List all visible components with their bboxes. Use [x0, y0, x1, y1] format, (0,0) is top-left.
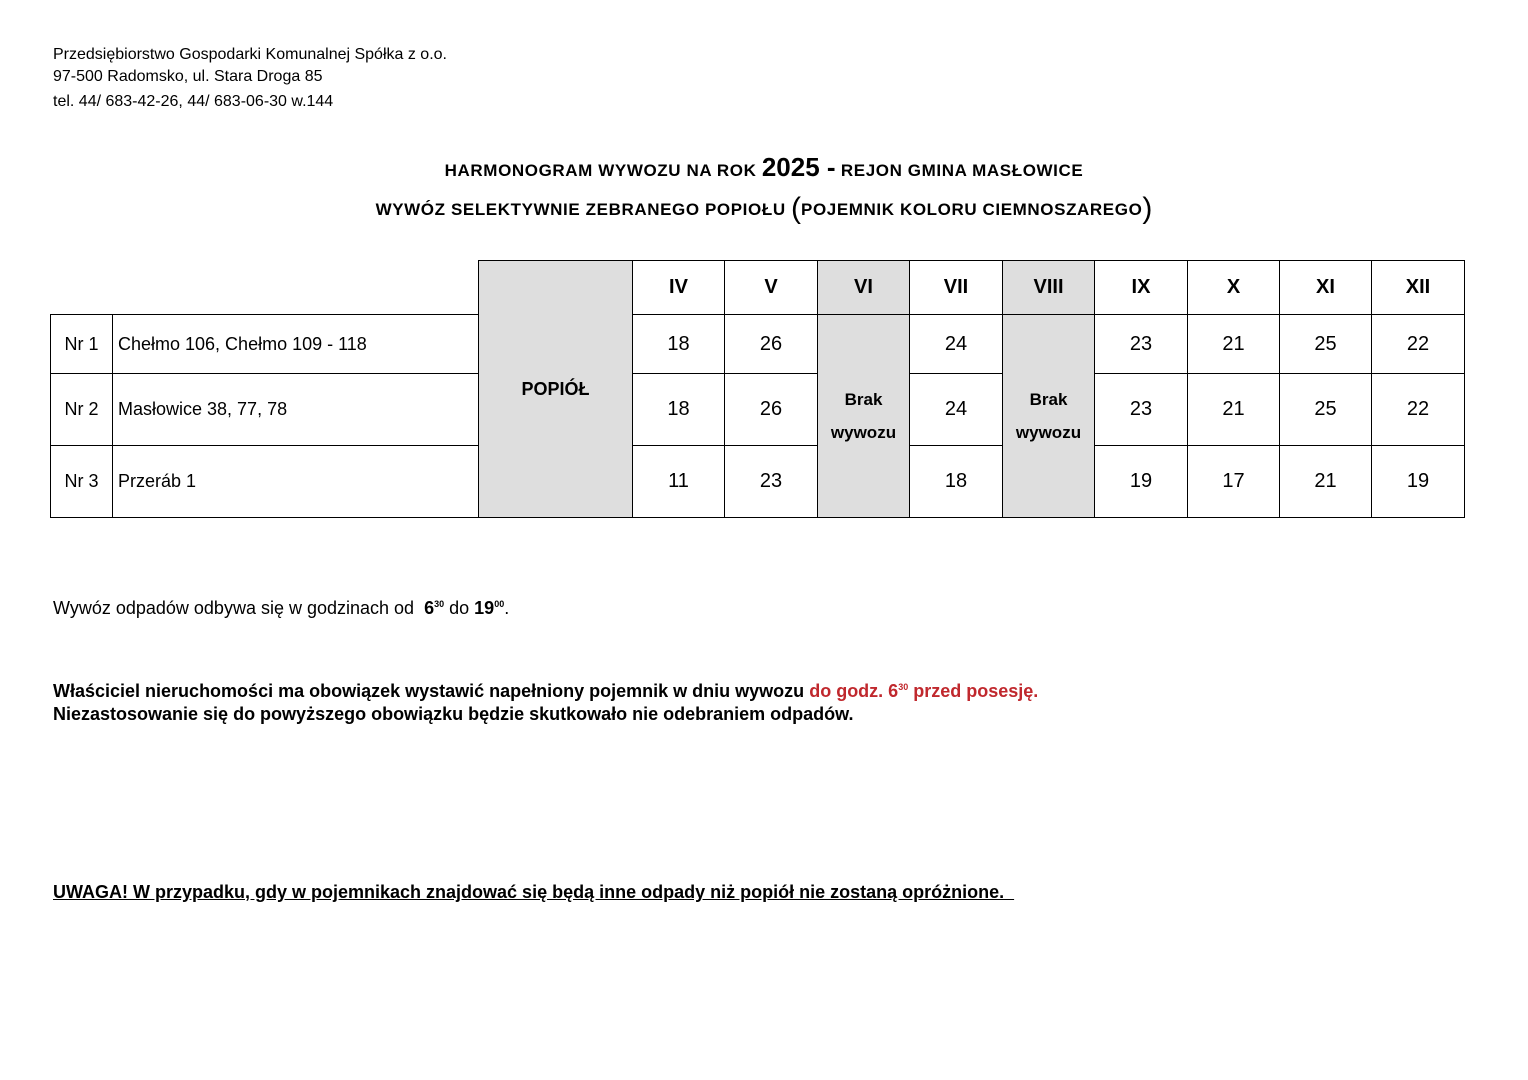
row-number: Nr 2	[51, 374, 113, 446]
title-year: 2025 -	[761, 152, 836, 182]
header-corner	[51, 261, 479, 315]
date-v: 26	[725, 374, 818, 446]
month-v: V	[725, 261, 818, 315]
date-vii: 24	[910, 374, 1003, 446]
month-viii: VIII	[1003, 261, 1095, 315]
date-v: 23	[725, 446, 818, 518]
company-name: Przedsiębiorstwo Gospodarki Komunalnej Spółka z o.o.	[53, 46, 447, 63]
no-collection-vi	[818, 315, 910, 518]
no-collection-line1: Brak	[844, 390, 883, 409]
month-xii: XII	[1372, 261, 1465, 315]
date-ix: 19	[1095, 446, 1188, 518]
table-row	[51, 446, 1465, 518]
date-xii: 22	[1372, 374, 1465, 446]
date-xi: 25	[1280, 374, 1372, 446]
row-number: Nr 1	[51, 315, 113, 374]
month-vi: VI	[818, 261, 910, 315]
company-address: 97-500 Radomsko, ul. Stara Droga 85	[53, 68, 323, 85]
month-vii: VII	[910, 261, 1003, 315]
date-xii: 22	[1372, 315, 1465, 374]
row-number: Nr 3	[51, 446, 113, 518]
no-collection-viii	[1003, 315, 1095, 518]
month-xi: XI	[1280, 261, 1372, 315]
subtitle-main: WYWÓZ SELEKTYWNIE ZEBRANEGO POPIOŁU	[375, 200, 786, 219]
date-ix: 23	[1095, 374, 1188, 446]
subtitle-paren-close: )	[1142, 192, 1153, 225]
date-xii: 19	[1372, 446, 1465, 518]
date-xi: 25	[1280, 315, 1372, 374]
title-prefix: HARMONOGRAM WYWOZU NA ROK	[444, 161, 757, 180]
hours-to-word: do	[449, 598, 470, 618]
notice-line1: Właściciel nieruchomości ma obowiązek wystawić napełniony pojemnik w dniu wywozu do godz. $6^{30}$ przed posesję.	[53, 681, 1039, 701]
date-x: 21	[1188, 315, 1280, 374]
table-row	[51, 374, 1465, 446]
date-x: 17	[1188, 446, 1280, 518]
owner-obligation-notice	[53, 676, 1038, 726]
date-xi: 21	[1280, 446, 1372, 518]
date-ix: 23	[1095, 315, 1188, 374]
month-header-row	[51, 261, 1465, 315]
month-iv: IV	[633, 261, 725, 315]
company-header	[53, 44, 447, 113]
no-collection-line1: Brak	[1029, 390, 1068, 409]
month-x: X	[1188, 261, 1280, 315]
no-collection-line2: wywozu	[830, 423, 897, 442]
waste-type-cell: POPIÓŁ	[479, 261, 633, 518]
date-vii: 18	[910, 446, 1003, 518]
notice-line2: Niezastosowanie się do powyższego obowiązku będzie skutkowało nie odebraniem odpadów.	[53, 704, 854, 724]
company-phone: tel. 44/ 683-42-26, 44/ 683-06-30 w.144	[53, 93, 334, 110]
table-row	[51, 315, 1465, 374]
date-iv: 11	[633, 446, 725, 518]
deadline-text: do godz. $6^{30}$ przed posesję.	[809, 681, 1039, 701]
subtitle-container: POJEMNIK KOLORU CIEMNOSZAREGO	[801, 200, 1143, 219]
row-address: Masłowice 38, 77, 78	[113, 374, 479, 446]
date-iv: 18	[633, 315, 725, 374]
warning-text: UWAGA! W przypadku, gdy w pojemnikach znajdować się będą inne odpady niż popiół nie zostaną opróżnione.	[53, 882, 1015, 902]
subtitle-paren-open: (	[791, 192, 802, 225]
row-address: Chełmo 106, Chełmo 109 - 118	[113, 315, 479, 374]
date-iv: 18	[633, 374, 725, 446]
no-collection-line2: wywozu	[1015, 423, 1082, 442]
date-vii: 24	[910, 315, 1003, 374]
schedule-subtitle	[0, 189, 1528, 223]
month-ix: IX	[1095, 261, 1188, 315]
schedule-title	[0, 152, 1528, 183]
date-v: 26	[725, 315, 818, 374]
hours-from: $6^{30}$	[424, 598, 445, 618]
collection-hours: Wywóz odpadów odbywa się w godzinach od $6^{30}$ do $19^{00}$.	[53, 598, 510, 618]
row-address: Przeráb 1	[113, 446, 479, 518]
date-x: 21	[1188, 374, 1280, 446]
title-region: REJON GMINA MASŁOWICE	[840, 161, 1084, 180]
hours-text: Wywóz odpadów odbywa się w godzinach od	[53, 598, 415, 618]
hours-to: $19^{00}$	[474, 598, 505, 618]
schedule-table	[50, 260, 1465, 518]
